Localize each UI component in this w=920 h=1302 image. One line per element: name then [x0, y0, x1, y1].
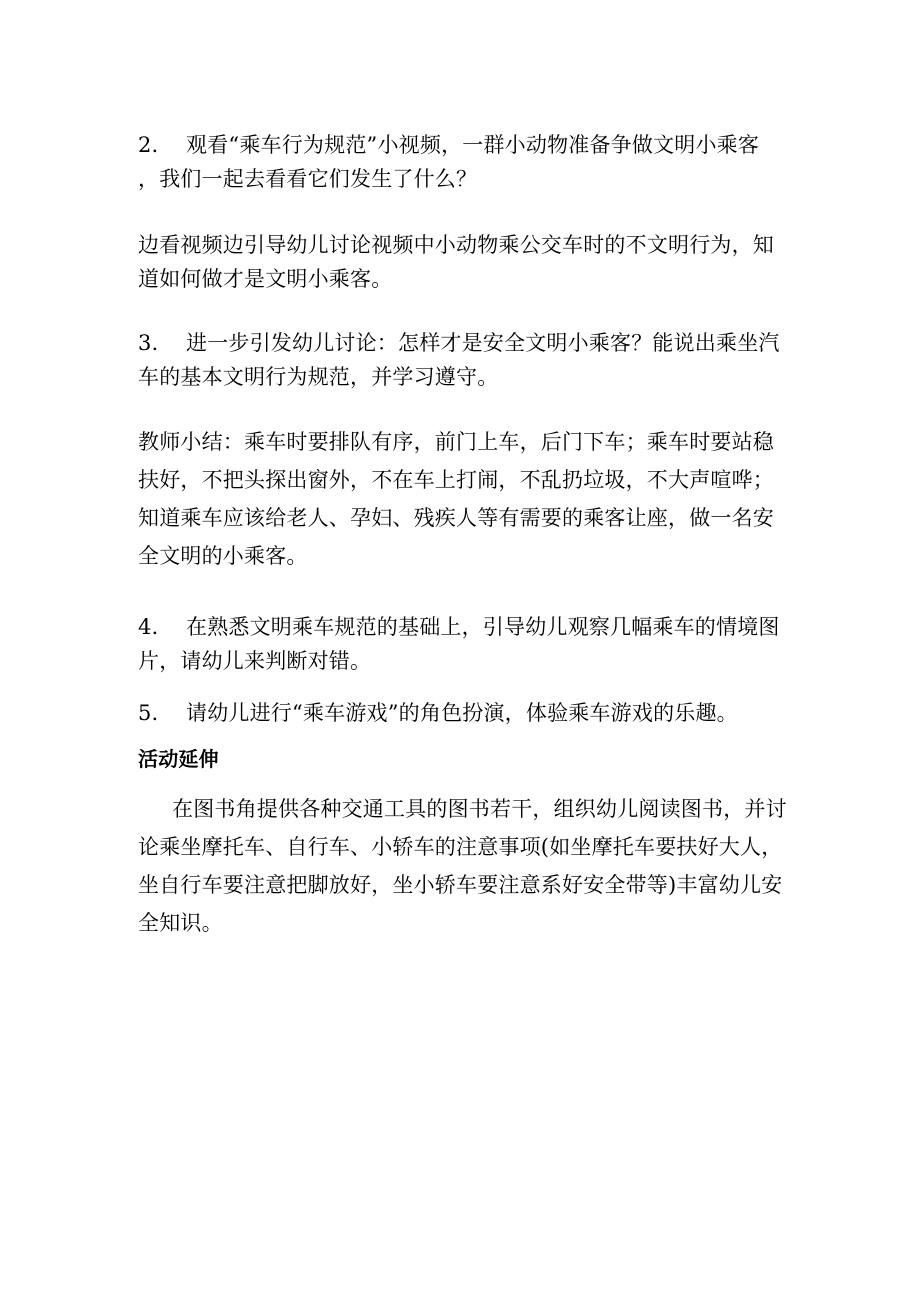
- paragraph-teacher-summary: [138, 423, 774, 575]
- list-item-text: 在熟悉文明乘车规范的基础上，引导幼儿观察几幅乘车的情境图: [186, 615, 780, 639]
- list-item-4: [138, 610, 780, 678]
- list-item-text: 车的基本文明行为规范，并学习遵守。: [138, 365, 499, 389]
- paragraph-extension: [138, 790, 787, 942]
- list-number: 4.: [138, 615, 159, 639]
- list-item-text: 请幼儿进行“乘车游戏”的角色扮演，体验乘车游戏的乐趣。: [186, 701, 738, 725]
- list-number: 3.: [138, 331, 159, 355]
- list-item-text: 片，请幼儿来判断对错。: [138, 649, 372, 673]
- list-item-text: 观看“乘车行为规范”小视频，一群小动物准备争做文明小乘客: [186, 133, 760, 157]
- list-item-text: 进一步引发幼儿讨论：怎样才是安全文明小乘客？能说出乘坐汽: [186, 331, 780, 355]
- paragraph-line: 教师小结：乘车时要排队有序，前门上车，后门下车；乘车时要站稳: [138, 430, 774, 454]
- paragraph-line: 论乘坐摩托车、自行车、小轿车的注意事项(如坐摩托车要扶好大人，: [138, 835, 783, 859]
- paragraph-line: 坐自行车要注意把脚放好，坐小轿车要注意系好安全带等)丰富幼儿安: [138, 873, 783, 897]
- paragraph-line: 边看视频边引导幼儿讨论视频中小动物乘公交车时的不文明行为，知: [138, 233, 774, 257]
- list-item-2: [138, 128, 759, 196]
- paragraph-line: 道如何做才是文明小乘客。: [138, 267, 393, 291]
- paragraph-line: 在图书角提供各种交通工具的图书若干，组织幼儿阅读图书，并讨: [172, 797, 787, 821]
- list-item-text: ，我们一起去看看它们发生了什么？: [138, 167, 478, 191]
- section-heading: 活动延伸: [138, 747, 219, 771]
- paragraph-line: 扶好，不把头探出窗外，不在车上打闹，不乱扔垃圾，不大声喧哗；: [138, 468, 774, 492]
- list-item-3: [138, 326, 780, 394]
- list-number: 2.: [138, 133, 159, 157]
- list-item-5: [138, 696, 738, 730]
- paragraph-line: 知道乘车应该给老人、孕妇、残疾人等有需要的乘客让座，做一名安: [138, 506, 774, 530]
- paragraph-line: 全文明的小乘客。: [138, 544, 308, 568]
- list-number: 5.: [138, 701, 159, 725]
- paragraph-video-discussion: [138, 228, 774, 296]
- paragraph-line: 全知识。: [138, 911, 223, 935]
